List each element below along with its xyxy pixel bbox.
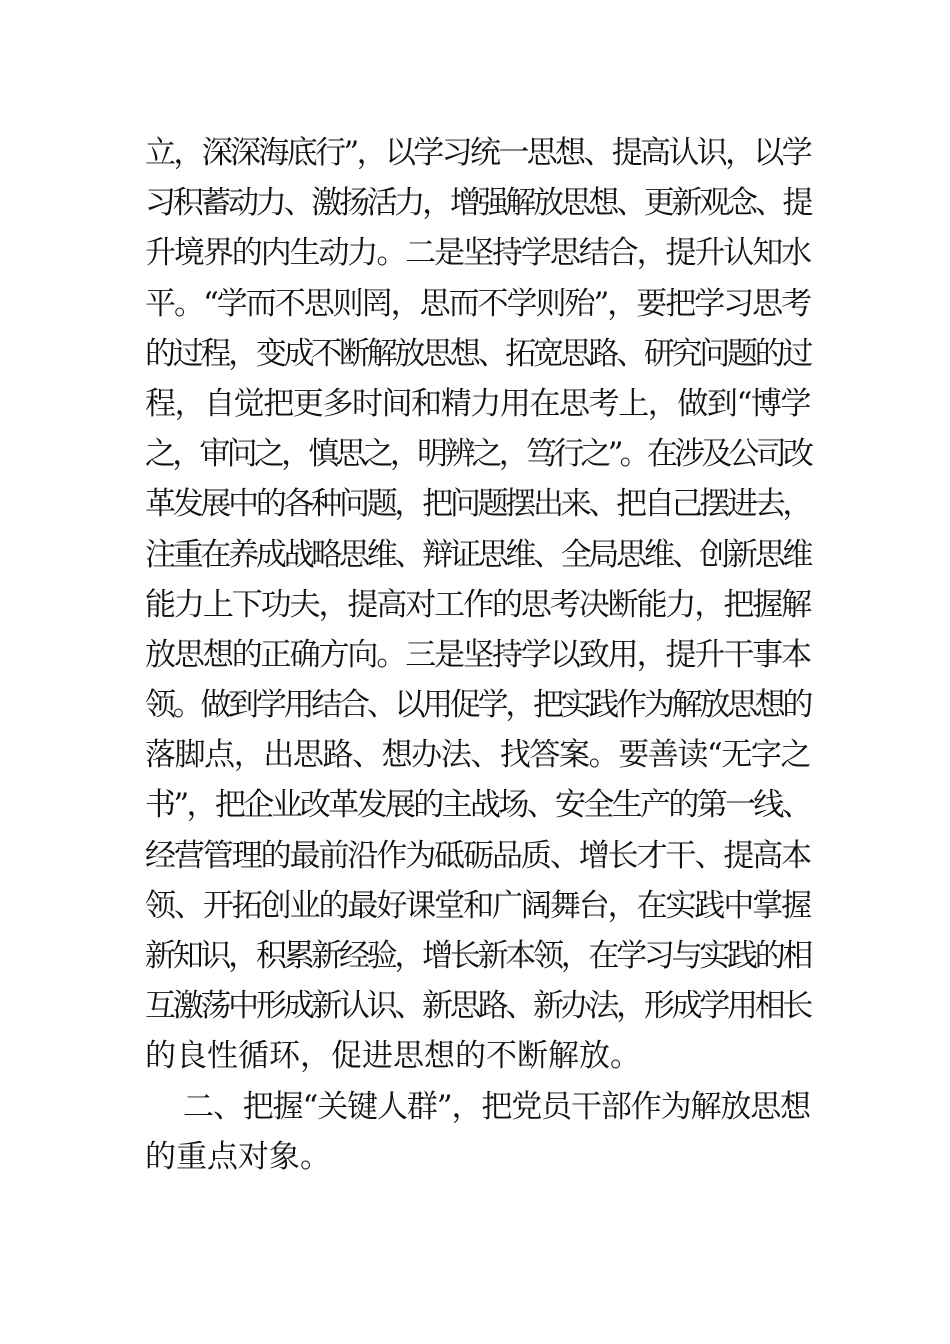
text-line: 放思想的正确方向。三是坚持学以致用，提升干事本 — [145, 636, 810, 673]
text-line: 之，审问之，慎思之，明辨之，笃行之”。在涉及公司改 — [145, 436, 810, 473]
paragraph-2 — [145, 1082, 810, 1132]
text-line: 能力上下功夫，提高对工作的思考决断能力，把握解 — [145, 586, 810, 623]
text-line: 升境界的内生动力。二是坚持学思结合，提升认知水 — [145, 235, 810, 272]
text-line: 书”，把企业改革发展的主战场、安全生产的第一线、 — [145, 787, 810, 824]
text-line: 注重在养成战略思维、辩证思维、全局思维、创新思维 — [145, 536, 810, 573]
text-line: 领。做到学用结合、以用促学，把实践作为解放思想的 — [145, 687, 810, 724]
text-line: 经营管理的最前沿作为砥砺品质、增长才干、提高本 — [145, 837, 810, 874]
text-line: 互激荡中形成新认识、新思路、新办法，形成学用相长 — [145, 988, 810, 1025]
text-line: 革发展中的各种问题，把问题摆出来、把自己摆进去， — [145, 486, 810, 523]
text-line: 立，深深海底行”，以学习统一思想、提高认识，以学 — [145, 135, 810, 171]
text-line: 的良性循环，促进思想的不断解放。 — [145, 1038, 641, 1075]
text-line: 的重点对象。 — [145, 1138, 331, 1175]
text-line: 领、开拓创业的最好课堂和广阔舞台，在实践中掌握 — [145, 887, 810, 924]
text-line: 二、把握“关键人群”，把党员干部作为解放思想 — [183, 1088, 810, 1125]
text-line: 平。“学而不思则罔，思而不学则殆”，要把学习思考 — [145, 285, 810, 322]
paragraph-2-continued — [145, 1132, 810, 1182]
text-line: 程，自觉把更多时间和精力用在思考上，做到“博学 — [145, 385, 810, 422]
paragraph-1 — [145, 128, 810, 1082]
text-line: 习积蓄动力、激扬活力，增强解放思想、更新观念、提 — [145, 185, 810, 222]
text-line: 新知识，积累新经验，增长新本领，在学习与实践的相 — [145, 938, 810, 974]
body-text — [145, 128, 810, 1182]
text-line: 落脚点，出思路、想办法、找答案。要善读“无字之 — [145, 737, 810, 774]
text-line: 的过程，变成不断解放思想、拓宽思路、研究问题的过 — [145, 335, 810, 372]
